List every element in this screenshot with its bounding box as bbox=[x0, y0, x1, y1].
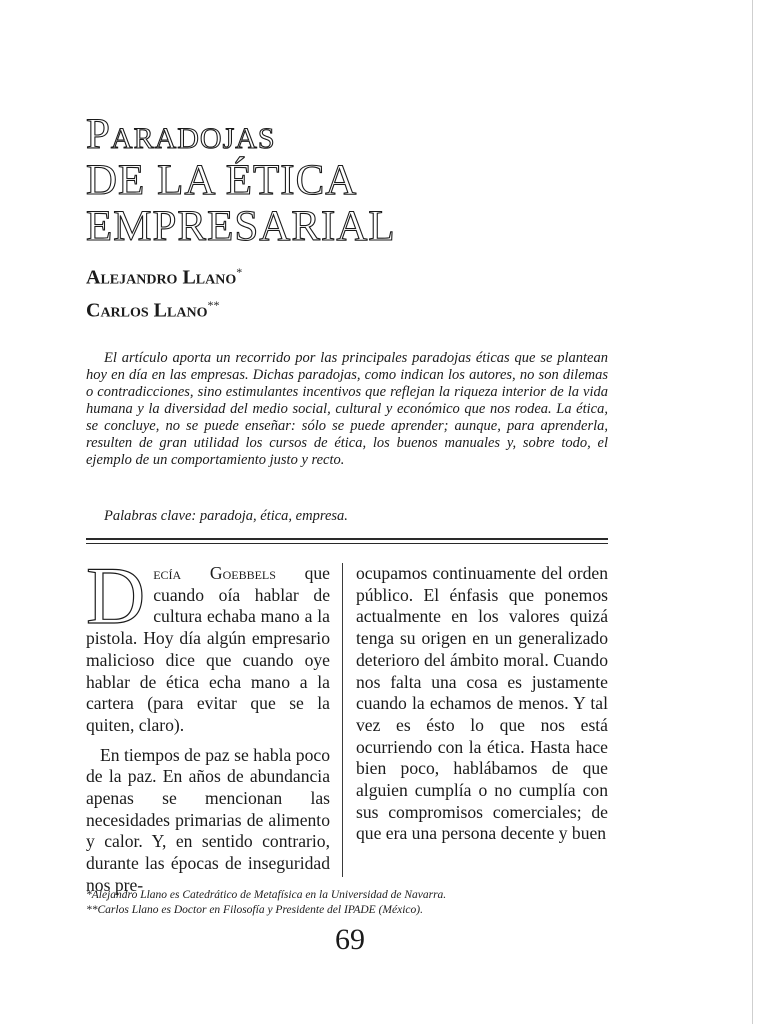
body-column-left bbox=[86, 550, 330, 897]
section-rule-thin bbox=[86, 543, 608, 544]
title-line-2: DE LA ÉTICA bbox=[86, 157, 358, 204]
article-title bbox=[86, 112, 506, 250]
paragraph-text: que cuando oía hablar de cultura echaba mano a la pistola. Hoy día algún empresario malicioso dice que cuando oye hablar de ética echa mano a la cartera (para evitar que se la quiten, claro). bbox=[86, 563, 330, 735]
body-paragraph: ocupamos continuamente del orden público. El énfasis que ponemos actualmente en los valores quizá tenga su origen en un generalizado deterioro del ámbito moral. Cuando nos falta una cosa es justamente cuando la echamos de menos. Y tal vez es ésto lo que nos está ocurriendo con la ética. Hasta hace bien poco, hablábamos de que alguien cumplía o no cumplía con sus compromisos comerciales; de que era una persona decente y buen bbox=[356, 563, 608, 844]
page-edge-line bbox=[752, 0, 753, 1024]
footnote-2: **Carlos Llano es Doctor en Filosofía y Presidente del IPADE (México). bbox=[86, 904, 423, 916]
body-paragraph bbox=[86, 550, 330, 737]
body-paragraph: En tiempos de paz se habla poco de la paz. En años de abundancia apenas se mencionan las necesidades primarias de alimento y calor. Y, en sentido contrario, durante las épocas de inseguridad nos pre- bbox=[86, 744, 330, 895]
body-column-right bbox=[356, 563, 608, 845]
page-number: 69 bbox=[335, 923, 365, 956]
title-line-3: EMPRESARIAL bbox=[86, 203, 396, 250]
footnote-mark: * bbox=[236, 265, 243, 279]
author-list bbox=[86, 259, 242, 324]
footnotes bbox=[86, 888, 646, 918]
author-2: Carlos Llano** bbox=[86, 297, 220, 322]
footnote-1: *Alejandro Llano es Catedrático de Metafísica en la Universidad de Navarra. bbox=[86, 889, 447, 901]
opening-words: ecía Goebbels bbox=[153, 563, 276, 583]
title-line-1: Paradojas bbox=[86, 111, 276, 158]
author-1: Alejandro Llano* bbox=[86, 265, 243, 289]
keywords: Palabras clave: paradoja, ética, empresa. bbox=[104, 508, 348, 524]
section-rule-thick bbox=[86, 538, 608, 540]
column-divider bbox=[342, 563, 343, 877]
drop-cap: D bbox=[86, 550, 146, 641]
footnote-mark: ** bbox=[207, 297, 220, 312]
abstract-text: El artículo aporta un recorrido por las principales paradojas éticas que se plantean hoy en día en las empresas. Dichas paradojas, como indican los autores, no son dilemas o contradicciones, sino estimulantes incentivos que reflejan la riqueza interior de la vida humana y la diversidad del medio social, cultural y económico que nos rodea. La ética, se concluye, no se puede enseñar: sólo se puede aprender; aunque, para aprenderla, resulten de gran utilidad los cursos de ética, los buenos manuales y, sobre todo, el ejemplo de un comportamiento justo y recto. bbox=[86, 350, 608, 468]
abstract bbox=[86, 350, 608, 469]
